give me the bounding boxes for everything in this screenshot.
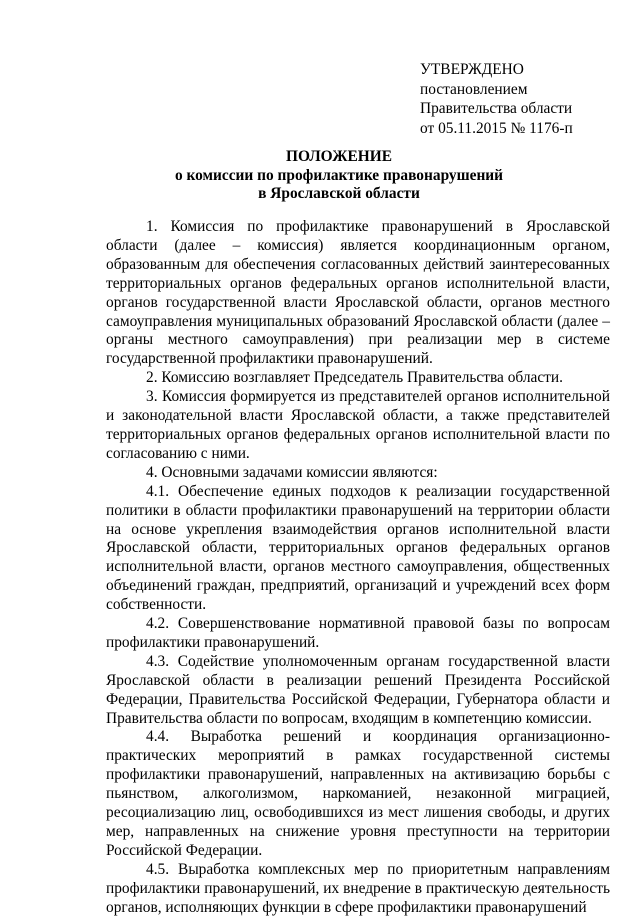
paragraph-4-1: 4.1. Обеспечение единых подходов к реализации государственной политики в области профилактики правонарушений на территории области на основе укрепления взаимодействия органов исполнительной власти Ярославской области, территориальных органов федеральных органов исполнительной власти, органов местного самоуправления, общественных объединений граждан, предприятий, организаций и учреждений всех форм собственности. (106, 482, 610, 614)
approval-stamp (420, 60, 630, 138)
paragraph-4-2: 4.2. Совершенствование нормативной правовой базы по вопросам профилактики правонарушений. (106, 615, 610, 651)
document-body (106, 218, 610, 918)
title-subject-line: о комиссии по профилактике правонарушений (174, 166, 504, 184)
document-title (0, 148, 640, 204)
paragraph-1: 1. Комиссия по профилактике правонарушений в Ярославской области (далее – комиссия) является координационным органом, образованным для обеспечения согласованных действий заинтересованных территориальных органов федеральных органов исполнительной власти, органов государственной власти Ярославской области, органов местного самоуправления муниципальных образований Ярославской области (далее – органы местного самоуправления) при реализации мер в системе государственной профилактики правонарушений. (106, 218, 610, 368)
title-region-line: в Ярославской области (258, 185, 420, 202)
approval-government-line: Правительства области (420, 100, 573, 118)
paragraph-2: 2. Комиссию возглавляет Председатель Правительства области. (146, 369, 563, 387)
paragraph-4: 4. Основными задачами комиссии являются: (146, 463, 438, 481)
title-heading: ПОЛОЖЕНИЕ (286, 148, 392, 165)
paragraph-3: 3. Комиссия формируется из представителей органов исполнительной и законодательной власти Ярославской области, а также представителей территориальных органов федеральных органов исполнительной власти по согласованию с ними. (106, 388, 610, 462)
paragraph-4-5: 4.5. Выработка комплексных мер по приоритетным направлениям профилактики правонарушений, их внедрение в практическую деятельность органов, исполняющих функции в сфере профилактики правонарушений (106, 860, 610, 916)
paragraph-4-4: 4.4. Выработка решений и координация организационно-практических мероприятий в рамках государственной системы профилактики правонарушений, направленных на активизацию борьбы с пьянством, алкоголизмом, наркоманией, незаконной миграцией, ресоциализацию лиц, освободившихся из мест лишения свободы, и других мер, направленных на снижение уровня преступности на территории Российской Федерации. (106, 728, 610, 859)
approval-by-resolution-line: постановлением (420, 80, 528, 98)
approval-date-number-line: от 05.11.2015 № 1176-п (420, 119, 573, 137)
approval-approved-line: УТВЕРЖДЕНО (420, 61, 524, 78)
paragraph-4-3: 4.3. Содействие уполномоченным органам государственной власти Ярославской области в реализации решений Президента Российской Федерации, Правительства Российской Федерации, Губернатора области и Правительства области по вопросам, входящим в компетенцию комиссии. (106, 652, 610, 727)
